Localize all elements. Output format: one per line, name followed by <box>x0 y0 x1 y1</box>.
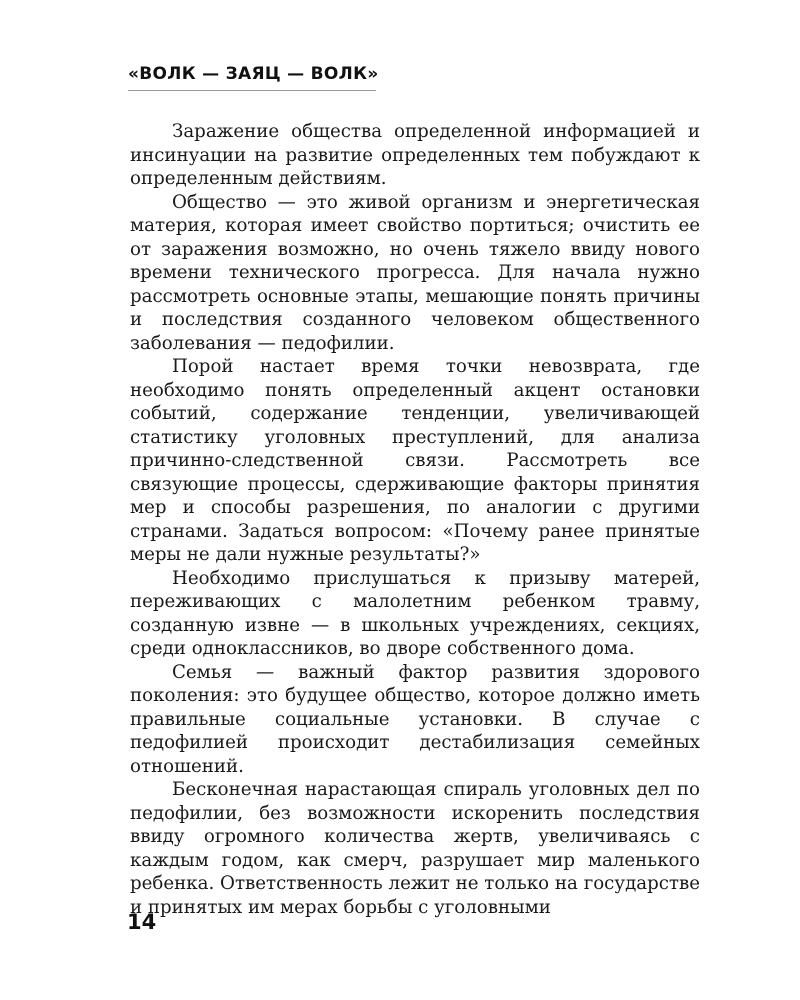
paragraph-5: Семья — важный фактор развития здорового поколения: это будущее общество, которое должно иметь правильные социальные установки. В случае с педофилией происходит дестабилизация семейных отношений. <box>130 661 700 777</box>
paragraph-1: Заражение общества определенной информацией и инсинуации на развитие определенных тем побуждают к определенным действиям. <box>130 121 700 189</box>
paragraph-4: Необходимо прислушаться к призыву матерей, переживающих с малолетним ребенком травму, созданную извне — в школьных учреждениях, секциях, среди одноклассников, во дворе собственного дома. <box>130 567 700 659</box>
paragraph-2: Общество — это живой организм и энергетическая материя, которая имеет свойство портиться; очистить ее от заражения возможно, но очень тяжело ввиду нового времени технического прогресса. Для начала нужно рассмотреть основные этапы, мешающие понять причины и последствия созданного человеком общественного заболевания — педофилии. <box>130 191 700 354</box>
paragraph-3: Порой настает время точки невозврата, где необходимо понять определенный акцент остановки событий, содержание тенденции, увеличивающей статистику уголовных преступлений, для анализа причинно-следственной связи. Рассмотреть все связующие процессы, сдерживающие факторы принятия мер и способы разрешения, по аналогии с другими странами. Задаться вопросом: «Почему ранее принятые меры не дали нужные результаты?» <box>130 356 700 565</box>
running-header: «ВОЛК — ЗАЯЦ — ВОЛК» <box>128 64 376 91</box>
paragraph-6: Бесконечная нарастающая спираль уголовных дел по педофилии, без возможности искоренить последствия ввиду огромного количества жертв, увеличиваясь с каждым годом, как смерч, разрушает мир маленького ребенка. Ответственность лежит не только на государстве и принятых им мерах борьбы с уголовными <box>130 779 700 918</box>
page-number: 14 <box>127 910 157 934</box>
body-text <box>130 120 700 919</box>
